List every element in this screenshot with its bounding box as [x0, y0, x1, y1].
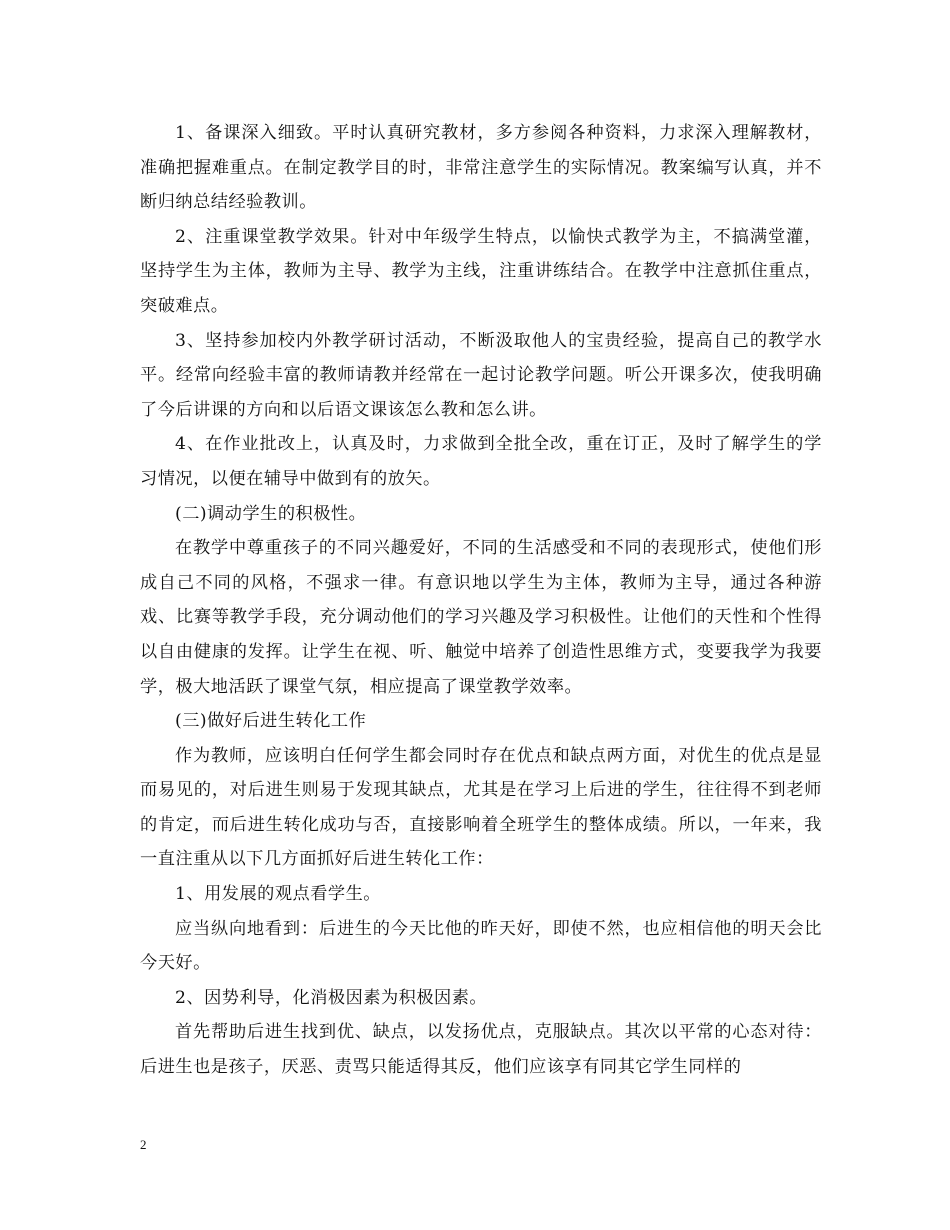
paragraph: 首先帮助后进生找到优、缺点，以发扬优点，克服缺点。其次以平常的心态对待：后进生也是孩子，厌恶、责骂只能适得其反，他们应该享有同其它学生同样的: [140, 1022, 822, 1078]
paragraph: 作为教师，应该明白任何学生都会同时存在优点和缺点两方面，对优生的优点是显而易见的，对后进生则易于发现其缺点，尤其是在学习上后进的学生，往往得不到老师的肯定，而后进生转化成功与否，直接影响着全班学生的整体成绩。所以，一年来，我一直注重从以下几方面抓好后进生转化工作：: [140, 745, 822, 870]
paragraph: 2、注重课堂教学效果。针对中年级学生特点，以愉快式教学为主，不搞满堂灌，坚持学生为主体，教师为主导、教学为主线，注重讲练结合。在教学中注意抓住重点，突破难点。: [140, 226, 822, 316]
section-heading: (二)调动学生的积极性。: [175, 503, 367, 524]
paragraph: 3、坚持参加校内外教学研讨活动，不断汲取他人的宝贵经验，提高自己的教学水平。经常向经验丰富的教师请教并经常在一起讨论教学问题。听公开课多次，使我明确了今后讲课的方向和以后语文课该怎么教和怎么讲。: [140, 330, 822, 420]
paragraph: 1、备课深入细致。平时认真研究教材，多方参阅各种资料，力求深入理解教材，准确把握难重点。在制定教学目的时，非常注意学生的实际情况。教案编写认真，并不断归纳总结经验教训。: [140, 123, 822, 213]
document-body: [140, 116, 822, 1085]
paragraph: 应当纵向地看到：后进生的今天比他的昨天好，即使不然，也应相信他的明天会比今天好。: [140, 918, 822, 974]
paragraph: 4、在作业批改上，认真及时，力求做到全批全改，重在订正，及时了解学生的学习情况，以便在辅导中做到有的放矢。: [140, 434, 822, 489]
paragraph: 在教学中尊重孩子的不同兴趣爱好，不同的生活感受和不同的表现形式，使他们形成自己不同的风格，不强求一律。有意识地以学生为主体，教师为主导，通过各种游戏、比赛等教学手段，充分调动他们的学习兴趣及学习积极性。让他们的天性和个性得以自由健康的发挥。让学生在视、听、触觉中培养了创造性思维方式，变要我学为我要学，极大地活跃了课堂气氛，相应提高了课堂教学效率。: [140, 538, 822, 697]
section-heading: (三)做好后进生转化工作: [175, 711, 367, 732]
page-number: 2: [140, 1137, 147, 1152]
list-item-heading: 2、因势利导，化消极因素为积极因素。: [175, 987, 488, 1008]
list-item-heading: 1、用发展的观点看学生。: [175, 884, 381, 905]
